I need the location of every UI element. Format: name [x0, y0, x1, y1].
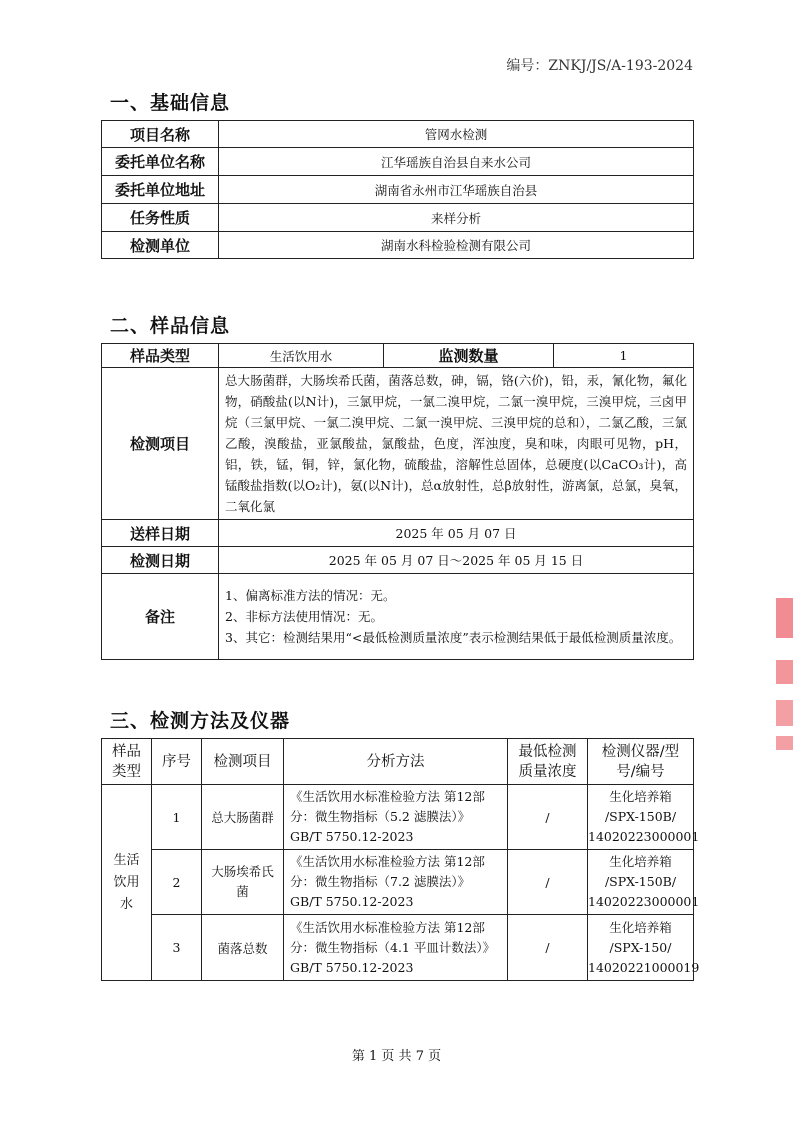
seal-fragment [776, 736, 793, 750]
remark-label: 备注 [102, 574, 219, 660]
sample-type-label: 样品类型 [102, 344, 219, 368]
header-min-conc: 最低检测 质量浓度 [508, 739, 588, 785]
item-cell: 菌落总数 [202, 915, 284, 981]
header-sample-type: 样品 类型 [102, 739, 152, 785]
table-row [102, 785, 694, 850]
basic-info-value: 湖南水科检验检测有限公司 [219, 232, 694, 259]
header-item: 检测项目 [202, 739, 284, 785]
method-cell: 《生活饮用水标准检验方法 第12部分：微生物指标（5.2 滤膜法）》GB/T 5750.12-2023 [284, 785, 508, 850]
table-row [102, 344, 694, 368]
header-method: 分析方法 [284, 739, 508, 785]
page-footer: 第 1 页 共 7 页 [351, 1049, 442, 1064]
basic-info-label: 任务性质 [102, 204, 219, 232]
basic-info-value: 来样分析 [219, 204, 694, 232]
count-label: 监测数量 [384, 344, 554, 368]
methods-table [101, 738, 700, 981]
min-conc-cell: / [508, 785, 588, 850]
basic-info-value: 管网水检测 [219, 121, 694, 148]
seal-fragment [776, 598, 793, 638]
instrument-cell: 生化培养箱 /SPX-150B/ 14020223000001 [588, 850, 694, 915]
table-row [102, 850, 694, 915]
seq-cell: 2 [152, 850, 202, 915]
header-seq: 序号 [152, 739, 202, 785]
test-date-value: 2025 年 05 月 07 日～2025 年 05 月 15 日 [219, 547, 694, 574]
header-instrument: 检测仪器/型 号/编号 [588, 739, 694, 785]
table-row [102, 176, 694, 204]
basic-info-label: 委托单位地址 [102, 176, 219, 204]
instrument-cell: 生化培养箱 /SPX-150/ 14020221000019 [588, 915, 694, 981]
basic-info-value: 湖南省永州市江华瑶族自治县 [219, 176, 694, 204]
basic-info-label: 委托单位名称 [102, 148, 219, 176]
table-row [102, 368, 694, 520]
send-date-label: 送样日期 [102, 520, 219, 547]
count-value: 1 [554, 344, 694, 368]
basic-info-label: 项目名称 [102, 121, 219, 148]
instrument-cell: 生化培养箱 /SPX-150B/ 14020223000001 [588, 785, 694, 850]
document-number: 编号：ZNKJ/JS/A-193-2024 [506, 58, 693, 74]
sample-type-cell: 生活 饮用 水 [102, 785, 152, 981]
seal-fragment [776, 660, 793, 684]
remark-line: 2、非标方法使用情况：无。 [225, 609, 383, 624]
table-row [102, 148, 694, 176]
table-row [102, 520, 694, 547]
table-row [102, 121, 694, 148]
basic-info-table [101, 120, 694, 259]
remarks-cell [219, 574, 694, 660]
basic-info-label: 检测单位 [102, 232, 219, 259]
sample-info-table [101, 343, 694, 660]
table-row [102, 232, 694, 259]
items-label: 检测项目 [102, 368, 219, 520]
seq-cell: 3 [152, 915, 202, 981]
table-row [102, 739, 694, 785]
remark-line: 3、其它：检测结果用“<最低检测质量浓度”表示检测结果低于最低检测质量浓度。 [225, 630, 682, 645]
section1-title: 一、基础信息 [110, 92, 231, 114]
seal-fragment [776, 700, 793, 726]
method-cell: 《生活饮用水标准检验方法 第12部分：微生物指标（4.1 平皿计数法）》GB/T 5750.12-2023 [284, 915, 508, 981]
test-date-label: 检测日期 [102, 547, 219, 574]
sample-type-value: 生活饮用水 [219, 344, 384, 368]
section2-title: 二、样品信息 [110, 315, 231, 337]
method-cell: 《生活饮用水标准检验方法 第12部分：微生物指标（7.2 滤膜法）》GB/T 5750.12-2023 [284, 850, 508, 915]
min-conc-cell: / [508, 915, 588, 981]
table-row [102, 204, 694, 232]
remark-line: 1、偏离标准方法的情况：无。 [225, 588, 396, 603]
table-row [102, 574, 694, 660]
min-conc-cell: / [508, 850, 588, 915]
item-cell: 总大肠菌群 [202, 785, 284, 850]
table-row [102, 915, 694, 981]
section3-title: 三、检测方法及仪器 [110, 710, 291, 732]
item-cell: 大肠埃希氏 菌 [202, 850, 284, 915]
table-row [102, 547, 694, 574]
seq-cell: 1 [152, 785, 202, 850]
send-date-value: 2025 年 05 月 07 日 [219, 520, 694, 547]
items-value: 总大肠菌群，大肠埃希氏菌，菌落总数，砷，镉，铬(六价)，铅，汞，氰化物，氟化物，硝酸盐(以N计)，三氯甲烷，一氯二溴甲烷，二氯一溴甲烷，三溴甲烷，三卤甲烷（三氯甲烷、一氯二溴甲烷、二氯一溴甲烷、三溴甲烷的总和），二氯乙酸，三氯乙酸，溴酸盐，亚氯酸盐，氯酸盐，色度，浑浊度，臭和味，肉眼可见物，pH，铝，铁，锰，铜，锌，氯化物，硫酸盐，溶解性总固体，总硬度(以CaCO₃计)，高锰酸盐指数(以O₂计)，氨(以N计)，总α放射性，总β放射性，游离氯，总氯，臭氧，二氧化氯 [219, 368, 694, 520]
basic-info-value: 江华瑶族自治县自来水公司 [219, 148, 694, 176]
